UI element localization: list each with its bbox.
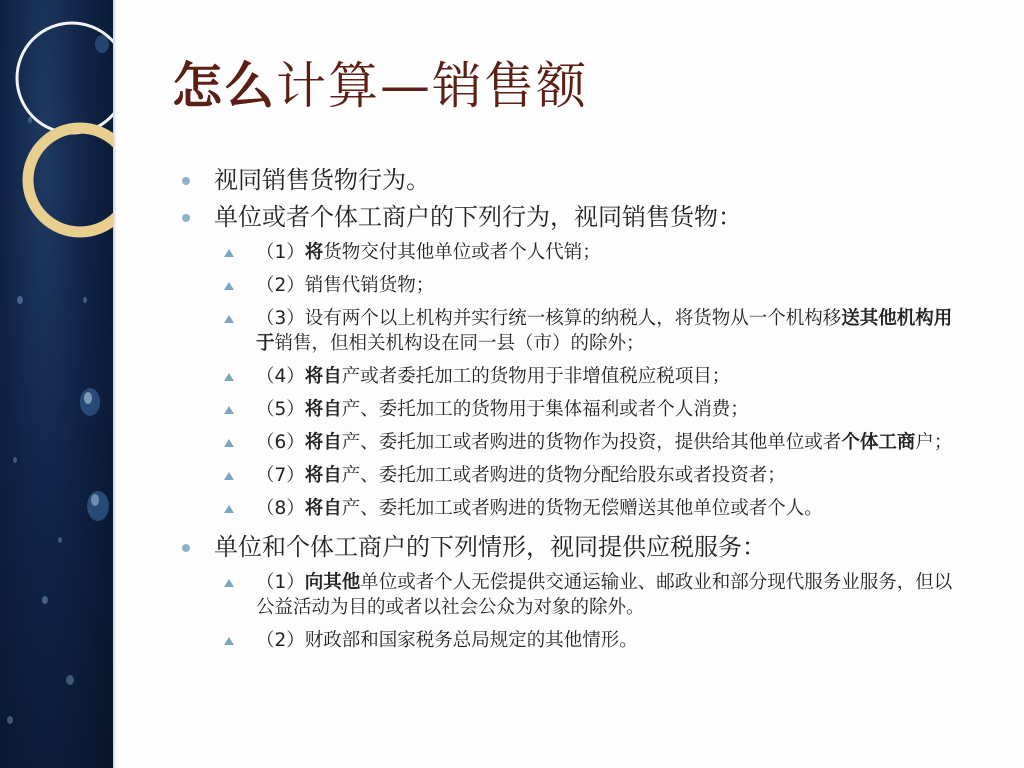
sub-bullet-item bbox=[180, 463, 980, 488]
sub-bullet-item bbox=[180, 570, 980, 620]
item-bold-text: 将自 bbox=[304, 498, 342, 519]
item-number: （7） bbox=[256, 465, 305, 486]
item-bold-text: 将自 bbox=[304, 465, 342, 486]
item-text: 销售，但相关机构设在同一县（市）的除外； bbox=[274, 333, 645, 354]
sub-bullet-item bbox=[180, 628, 980, 653]
item-text: 产、委托加工或者购进的货物分配给股东或者投资者； bbox=[341, 465, 786, 486]
item-number: （2） bbox=[256, 275, 305, 296]
item-text: 销售代销货物； bbox=[304, 275, 435, 296]
triangle-bullet-icon bbox=[224, 406, 234, 414]
item-number: （4） bbox=[256, 366, 305, 387]
triangle-bullet-icon bbox=[224, 579, 234, 587]
sub-bullet-item bbox=[180, 240, 980, 265]
water-drops-decoration bbox=[0, 0, 113, 768]
title-bold-part: 怎么 bbox=[172, 57, 276, 115]
triangle-bullet-icon bbox=[224, 373, 234, 381]
slide-content bbox=[180, 162, 980, 661]
item-bold-text: 送其他机构用于 bbox=[256, 308, 953, 354]
triangle-bullet-icon bbox=[224, 282, 234, 290]
bullet-text: 视同销售货物行为。 bbox=[214, 166, 430, 194]
item-text: 产或者委托加工的货物用于非增值税应税项目； bbox=[341, 366, 731, 387]
item-number: （6） bbox=[256, 432, 305, 453]
sub-bullet-item bbox=[180, 397, 980, 422]
panel-divider bbox=[113, 0, 116, 768]
bullet-text: 单位和个体工商户的下列情形，视同提供应税服务： bbox=[214, 533, 766, 561]
item-text: 单位或者个人无偿提供交通运输业、邮政业和部分现代服务业服务，但以公益活动为目的或者以社会公众为对象的除外。 bbox=[256, 572, 953, 618]
bullet-dot-icon bbox=[182, 214, 190, 222]
item-bold-text: 将 bbox=[304, 242, 324, 263]
item-number: （5） bbox=[256, 399, 305, 420]
item-number: （2） bbox=[256, 630, 305, 651]
item-bold-text: 将自 bbox=[304, 399, 342, 420]
triangle-bullet-icon bbox=[224, 472, 234, 480]
triangle-bullet-icon bbox=[224, 439, 234, 447]
sub-bullet-item bbox=[180, 364, 980, 389]
item-text: 产、委托加工或者购进的货物无偿赠送其他单位或者个人。 bbox=[341, 498, 823, 519]
decorative-side-panel bbox=[0, 0, 113, 768]
bullet-item bbox=[180, 162, 980, 199]
triangle-bullet-icon bbox=[224, 315, 234, 323]
bullet-item bbox=[180, 199, 980, 236]
item-number: （3） bbox=[256, 308, 305, 329]
triangle-bullet-icon bbox=[224, 637, 234, 645]
sub-bullet-item bbox=[180, 430, 980, 455]
bullet-text: 单位或者个体工商户的下列行为，视同销售货物： bbox=[214, 203, 742, 231]
item-bold-text: 将自 bbox=[304, 366, 342, 387]
sub-bullet-item bbox=[180, 306, 980, 356]
item-bold-text-2: 个体工商 bbox=[841, 432, 916, 453]
item-number: （1） bbox=[256, 242, 305, 263]
bullet-item bbox=[180, 529, 980, 566]
slide-title bbox=[172, 56, 588, 116]
item-number: （8） bbox=[256, 498, 305, 519]
item-text: 产、委托加工的货物用于集体福利或者个人消费； bbox=[341, 399, 749, 420]
item-bold-text: 将自 bbox=[304, 432, 342, 453]
bullet-dot-icon bbox=[182, 177, 190, 185]
item-text: 产、委托加工或者购进的货物作为投资，提供给其他单位或者 bbox=[341, 432, 842, 453]
bullet-dot-icon bbox=[182, 544, 190, 552]
item-text-2: 户； bbox=[915, 432, 953, 453]
item-number: （1） bbox=[256, 572, 305, 593]
item-bold-text: 向其他 bbox=[304, 572, 361, 593]
item-text: 财政部和国家税务总局规定的其他情形。 bbox=[304, 630, 638, 651]
title-normal-part: 计算—销售额 bbox=[276, 57, 588, 115]
sub-bullet-item bbox=[180, 273, 980, 298]
sub-bullet-item bbox=[180, 496, 980, 521]
item-text: 货物交付其他单位或者个人代销； bbox=[323, 242, 601, 263]
triangle-bullet-icon bbox=[224, 249, 234, 257]
item-text-pre: 设有两个以上机构并实行统一核算的纳税人，将货物从一个机构移 bbox=[304, 308, 842, 329]
triangle-bullet-icon bbox=[224, 505, 234, 513]
